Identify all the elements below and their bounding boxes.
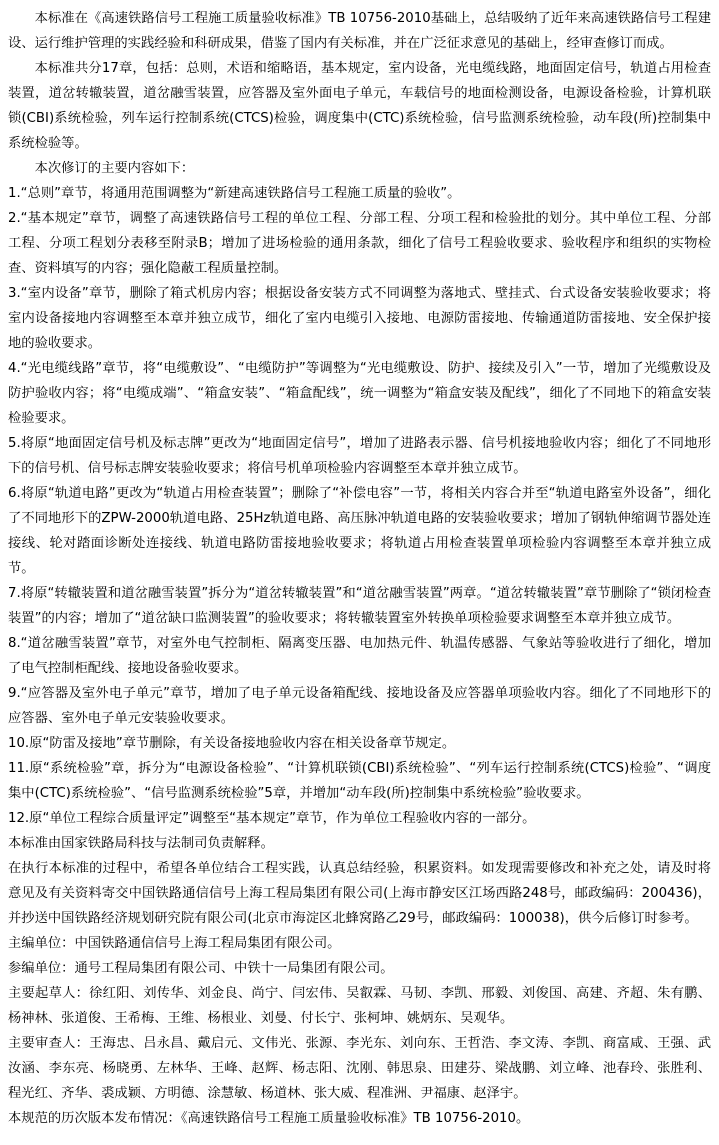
paragraph-previous-editions: 本规范的历次版本发布情况：《高速铁路信号工程施工质量验收标准》TB 10756-2010。 [8,1111,530,1126]
paragraph-chief-editor-unit: 主编单位：中国铁路通信信号上海工程局集团有限公司。 [8,936,341,951]
paragraph-revision-item-4: 4.“光电缆线路”章节，将“电缆敷设”、“电缆防护”等调整为“光电缆敷设、防护、接续及引入”一节，增加了光缆敷设及防护验收内容；将“电缆成端”、“箱盒安装”、“箱盒配线”，统一调整为“箱盒安装及配线”，细化了不同地下的箱盒安装检验要求。 [8,361,711,426]
paragraph-interpretation-authority: 本标准由国家铁路局科技与法制司负责解释。 [8,836,274,851]
paragraph-revision-item-10: 10.原“防雷及接地”章节删除，有关设备接地验收内容在相关设备章节规定。 [8,736,456,751]
paragraph-revision-item-2: 2.“基本规定”章节，调整了高速铁路信号工程的单位工程、分部工程、分项工程和检验批的划分。其中单位工程、分部工程、分项工程划分表移至附录B；增加了进场检验的通用条款，细化了信号工程验收要求、验收程序和组织的实物检查、资料填写的内容；强化隐蔽工程质量控制。 [8,211,711,276]
paragraph-revision-item-7: 7.将原“转辙装置和道岔融雪装置”拆分为“道岔转辙装置”和“道岔融雪装置”两章。“道岔转辙装置”章节删除了“锁闭检查装置”的内容；增加了“道岔缺口监测装置”的验收要求；将转辙装置室外转换单项检验要求调整至本章并独立成节。 [8,586,711,626]
paragraph-revision-item-5: 5.将原“地面固定信号机及标志牌”更改为“地面固定信号”，增加了进路表示器、信号机接地验收内容；细化了不同地形下的信号机、信号标志牌安装验收要求；将信号机单项检验内容调整至本章并独立成节。 [8,436,711,476]
paragraph-revision-item-12: 12.原“单位工程综合质量评定”调整至“基本规定”章节，作为单位工程验收内容的一部分。 [8,811,536,826]
paragraph-revision-item-1: 1.“总则”章节，将通用范围调整为“新建高速铁路信号工程施工质量的验收”。 [8,186,461,201]
paragraph-chapter-overview: 本标准共分17章，包括：总则，术语和缩略语，基本规定，室内设备，光电缆线路，地面固定信号，轨道占用检查装置，道岔转辙装置，道岔融雪装置，应答器及室外面电子单元，车载信号的地面检测设备，电源设备检验，计算机联锁(CBI)系统检验，列车运行控制系统(CTCS)检验，调度集中(CTC)系统检验，信号监测系统检验，动车段(所)控制集中系统检验等。 [8,61,711,151]
paragraph-revision-item-3: 3.“室内设备”章节，删除了箱式机房内容；根据设备安装方式不同调整为落地式、壁挂式、台式设备安装验收要求；将室内设备接地内容调整至本章并独立成节，细化了室内电缆引入接地、电源防雷接地、传输通道防雷接地、安全保护接地的验收要求。 [8,286,711,351]
bottom-spacer [8,1131,711,1135]
paragraph-preface-basis: 本标准在《高速铁路信号工程施工质量验收标准》TB 10756-2010基础上，总结吸纳了近年来高速铁路信号工程建设、运行维护管理的实践经验和科研成果，借鉴了国内有关标准，并在广泛征求意见的基础上，经审查修订而成。 [8,11,711,51]
paragraph-feedback-contact: 在执行本标准的过程中，希望各单位结合工程实践，认真总结经验，积累资料。如发现需要修改和补充之处，请及时将意见及有关资料寄交中国铁路通信信号上海工程局集团有限公司(上海市静安区江场西路248号，邮政编码：200436)，并抄送中国铁路经济规划研究院有限公司(北京市海淀区北蜂窝路乙29号，邮政编码：100038)，供今后修订时参考。 [8,861,711,926]
paragraph-main-reviewers: 主要审查人：王海忠、吕永昌、戴启元、文伟光、张源、李光东、刘向东、王哲浩、李文涛、李凯、商富咸、王强、武汝涵、李东亮、杨晓勇、左林华、王峰、赵辉、杨志阳、沈刚、韩思泉、田建芬、梁战鹏、刘立峰、池春玲、张胜利、程光红、齐华、裘成颖、方明德、涂慧敏、杨道林、张大威、程准洲、尹福康、赵泽宇。 [8,1036,711,1101]
paragraph-revision-item-9: 9.“应答器及室外电子单元”章节，增加了电子单元设备箱配线、接地设备及应答器单项验收内容。细化了不同地形下的应答器、室外电子单元安装验收要求。 [8,686,711,726]
paragraph-participating-units: 参编单位：通号工程局集团有限公司、中铁十一局集团有限公司。 [8,961,394,976]
paragraph-main-drafters: 主要起草人：徐红阳、刘传华、刘金良、尚宁、闫宏伟、吴叡霖、马韧、李凯、邢毅、刘俊国、高建、齐超、朱有鹏、杨神林、张道俊、王希梅、王维、杨根业、刘曼、付长宁、张柯坤、姚炳东、吴观华。 [8,986,711,1026]
paragraph-revision-item-11: 11.原“系统检验”章，拆分为“电源设备检验”、“计算机联锁(CBI)系统检验”、“列车运行控制系统(CTCS)检验”、“调度集中(CTC)系统检验”、“信号监测系统检验”5章，并增加“动车段(所)控制集中系统检验”验收要求。 [8,761,711,801]
paragraph-revision-item-6: 6.将原“轨道电路”更改为“轨道占用检查装置”；删除了“补偿电容”一节，将相关内容合并至“轨道电路室外设备”，细化了不同地形下的ZPW-2000轨道电路、25Hz轨道电路、高压脉冲轨道电路的安装验收要求；增加了钢轨伸缩调节器处连接线、轮对踏面诊断处连接线、轨道电路防雷接地验收要求；将轨道占用检查装置单项检验内容调整至本章并独立成节。 [8,486,711,576]
paragraph-revision-item-8: 8.“道岔融雪装置”章节，对室外电气控制柜、隔离变压器、电加热元件、轨温传感器、气象站等验收进行了细化，增加了电气控制柜配线、接地设备验收要求。 [8,636,711,676]
paragraph-revision-intro: 本次修订的主要内容如下： [34,161,195,176]
